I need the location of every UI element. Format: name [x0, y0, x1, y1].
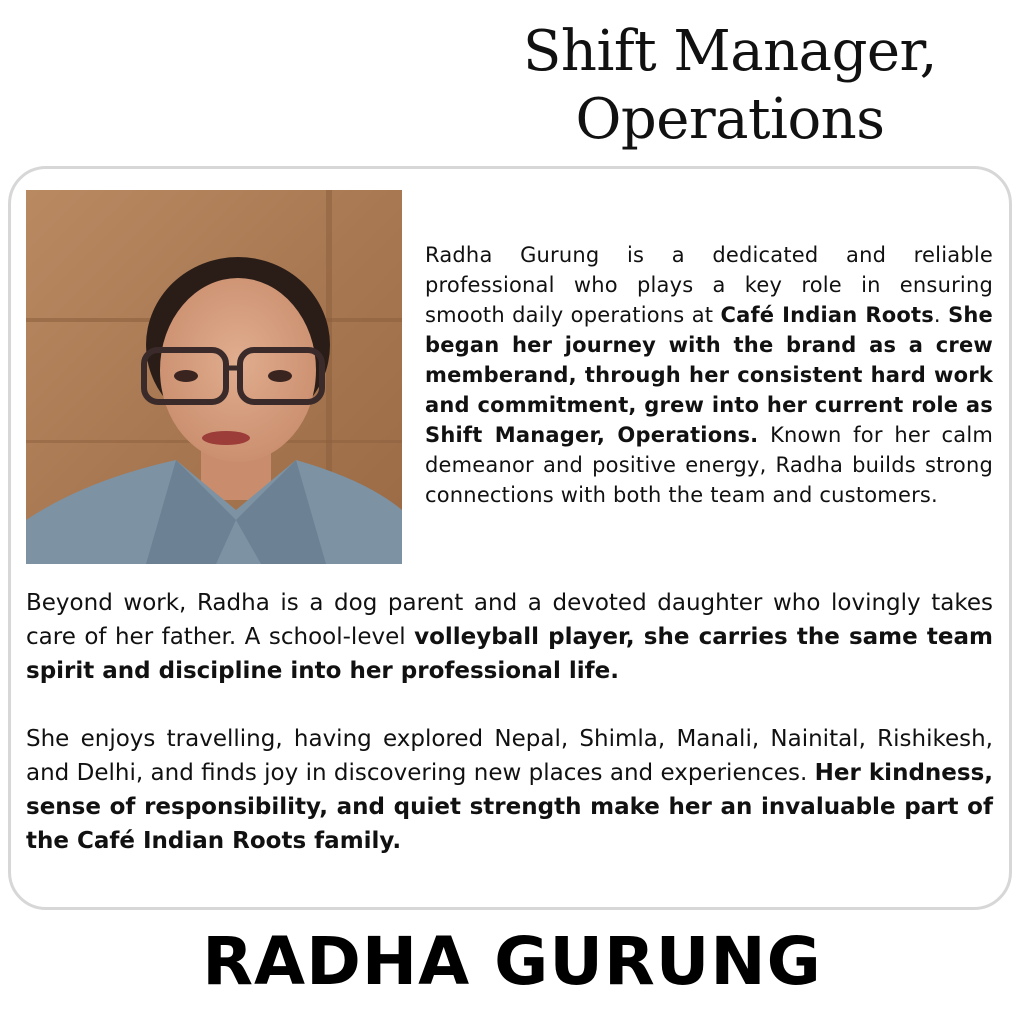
para2-bold: volleyball player, she carries the same team spirit and discipline into her professional life. [26, 624, 993, 684]
intro-bold-2: She began her journey with the brand as a crew memberand, through her consistent hard work and commitment, grew into her current role as Shift Manager, Operations. [425, 303, 993, 447]
para3-bold: Her kindness, sense of responsibility, and quiet strength make her an invaluable part of the Café Indian Roots family. [26, 760, 993, 854]
intro-text-1: Radha Gurung is a dedicated and reliable professional who plays a key role in ensuring smooth daily operations at [425, 243, 993, 327]
person-name: RADHA GURUNG [202, 923, 822, 1000]
page-title [470, 18, 990, 154]
para2-text: Beyond work, Radha is a dog parent and a devoted daughter who lovingly takes care of her father. A school-level [26, 590, 993, 650]
title-line-2: Operations [575, 87, 885, 152]
beyond-work-paragraph [26, 586, 993, 688]
intro-text-2: . [933, 303, 949, 327]
intro-bold-1: Café Indian Roots [720, 303, 934, 327]
title-line-1: Shift Manager, [523, 19, 937, 84]
profile-photo [26, 190, 402, 564]
intro-text-3: Known for her calm demeanor and positive energy, Radha builds strong connections with both the team and customers. [425, 423, 994, 507]
intro-paragraph [425, 240, 993, 510]
travel-paragraph [26, 722, 993, 858]
para3-text: She enjoys travelling, having explored Nepal, Shimla, Manali, Nainital, Rishikesh, and Delhi, and finds joy in discovering new places and experiences. [26, 726, 993, 786]
